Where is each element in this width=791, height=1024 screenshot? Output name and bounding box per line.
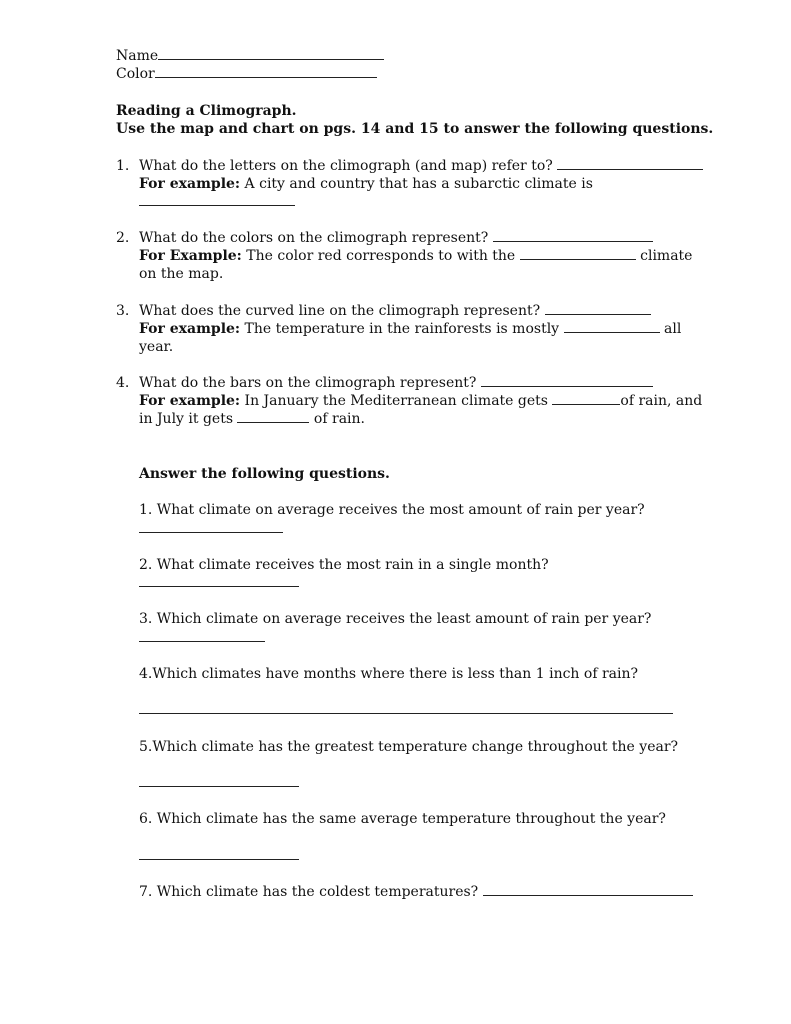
- part1-q4-blank[interactable]: [481, 374, 653, 387]
- title-line-2: Use the map and chart on pgs. 14 and 15 to answer the following questions.: [116, 121, 714, 137]
- part1-q3-example-text-b: all: [659, 321, 682, 337]
- part1-q4-text: What do the bars on the climograph represent?: [139, 375, 477, 391]
- part2-q7-line: [139, 883, 693, 901]
- part2-q4-blank[interactable]: [139, 701, 673, 714]
- part1-q4-number: 4.: [116, 375, 130, 391]
- name-label: Name: [116, 48, 159, 64]
- part2-q1-blank[interactable]: [139, 520, 283, 533]
- part1-q1-example: [139, 175, 593, 193]
- name-line: [116, 47, 384, 65]
- color-label: Color: [116, 66, 155, 82]
- part2-q2-blank[interactable]: [139, 574, 299, 587]
- part1-q1-number: 1.: [116, 158, 130, 174]
- part1-q3-question: [139, 302, 651, 320]
- part2-q7-blank[interactable]: [483, 883, 693, 896]
- part2-q3: 3. Which climate on average receives the least amount of rain per year?: [139, 611, 652, 627]
- part1-q3-text: What does the curved line on the climograph represent?: [139, 303, 541, 319]
- part1-q3-example: [139, 320, 681, 338]
- part1-q2-example: [139, 247, 692, 265]
- part1-q2-example-text-b: climate: [635, 248, 693, 264]
- part1-q3-example-blank[interactable]: [564, 320, 660, 333]
- part1-q2-example-text: The color red corresponds to with the: [241, 248, 516, 264]
- part1-q2-text: What do the colors on the climograph represent?: [139, 230, 489, 246]
- part1-q1-example-blank[interactable]: [139, 193, 295, 206]
- part1-q1-text: What do the letters on the climograph (and map) refer to?: [139, 158, 553, 174]
- part1-q4-question: [139, 374, 653, 392]
- part1-q3-example-text: The temperature in the rainforests is mostly: [240, 321, 560, 337]
- name-blank[interactable]: [158, 47, 384, 60]
- color-blank[interactable]: [155, 65, 377, 78]
- part2-q5-answer-line: [139, 774, 299, 792]
- part2-q1: 1. What climate on average receives the most amount of rain per year?: [139, 502, 645, 518]
- part2-q5-blank[interactable]: [139, 774, 299, 787]
- part1-q3-number: 3.: [116, 303, 130, 319]
- part1-q3-blank[interactable]: [545, 302, 651, 315]
- part1-q2-question: [139, 229, 653, 247]
- part1-q4-example-text-c: in July it gets: [139, 411, 234, 427]
- part2-q5: 5.Which climate has the greatest temperature change throughout the year?: [139, 739, 679, 755]
- part1-q4-example-blank-2[interactable]: [237, 410, 309, 423]
- part2-q3-blank[interactable]: [139, 629, 265, 642]
- part1-q4-example-label: For example:: [139, 393, 241, 409]
- part1-q3-example-end: year.: [139, 339, 174, 355]
- part1-q1-example-blank-line: [139, 193, 295, 211]
- part1-q2-example-blank[interactable]: [520, 247, 636, 260]
- part2-q2: 2. What climate receives the most rain in a single month?: [139, 557, 549, 573]
- part1-q1-example-label: For example:: [139, 176, 241, 192]
- part2-q6-blank[interactable]: [139, 847, 299, 860]
- part1-q2-number: 2.: [116, 230, 130, 246]
- part1-q1-question: [139, 157, 703, 175]
- part2-q1-answer-line: [139, 520, 283, 538]
- part1-q2-example-label: For Example:: [139, 248, 242, 264]
- part1-q4-example-text: In January the Mediterranean climate gets: [240, 393, 548, 409]
- part1-q4-example: [139, 392, 702, 410]
- part2-heading: Answer the following questions.: [139, 466, 390, 482]
- title-line-1: Reading a Climograph.: [116, 103, 297, 119]
- part1-q2-blank[interactable]: [493, 229, 653, 242]
- part2-q4-answer-line: [139, 701, 673, 719]
- part1-q4-example-blank-1[interactable]: [552, 392, 620, 405]
- part1-q1-example-text: A city and country that has a subarctic climate is: [240, 176, 593, 192]
- part2-q4: 4.Which climates have months where there is less than 1 inch of rain?: [139, 666, 638, 682]
- part1-q3-example-label: For example:: [139, 321, 241, 337]
- part2-q2-answer-line: [139, 574, 299, 592]
- part2-q7: 7. Which climate has the coldest temperatures?: [139, 884, 479, 900]
- part1-q4-example-text-b: of rain, and: [620, 393, 703, 409]
- part2-q6-answer-line: [139, 847, 299, 865]
- part2-q6: 6. Which climate has the same average temperature throughout the year?: [139, 811, 666, 827]
- part1-q2-example-end: on the map.: [139, 266, 224, 282]
- part1-q4-example-text-d: of rain.: [309, 411, 365, 427]
- color-line: [116, 65, 377, 83]
- part1-q1-blank[interactable]: [557, 157, 703, 170]
- part1-q4-example-end: [139, 410, 365, 428]
- part2-q3-answer-line: [139, 629, 265, 647]
